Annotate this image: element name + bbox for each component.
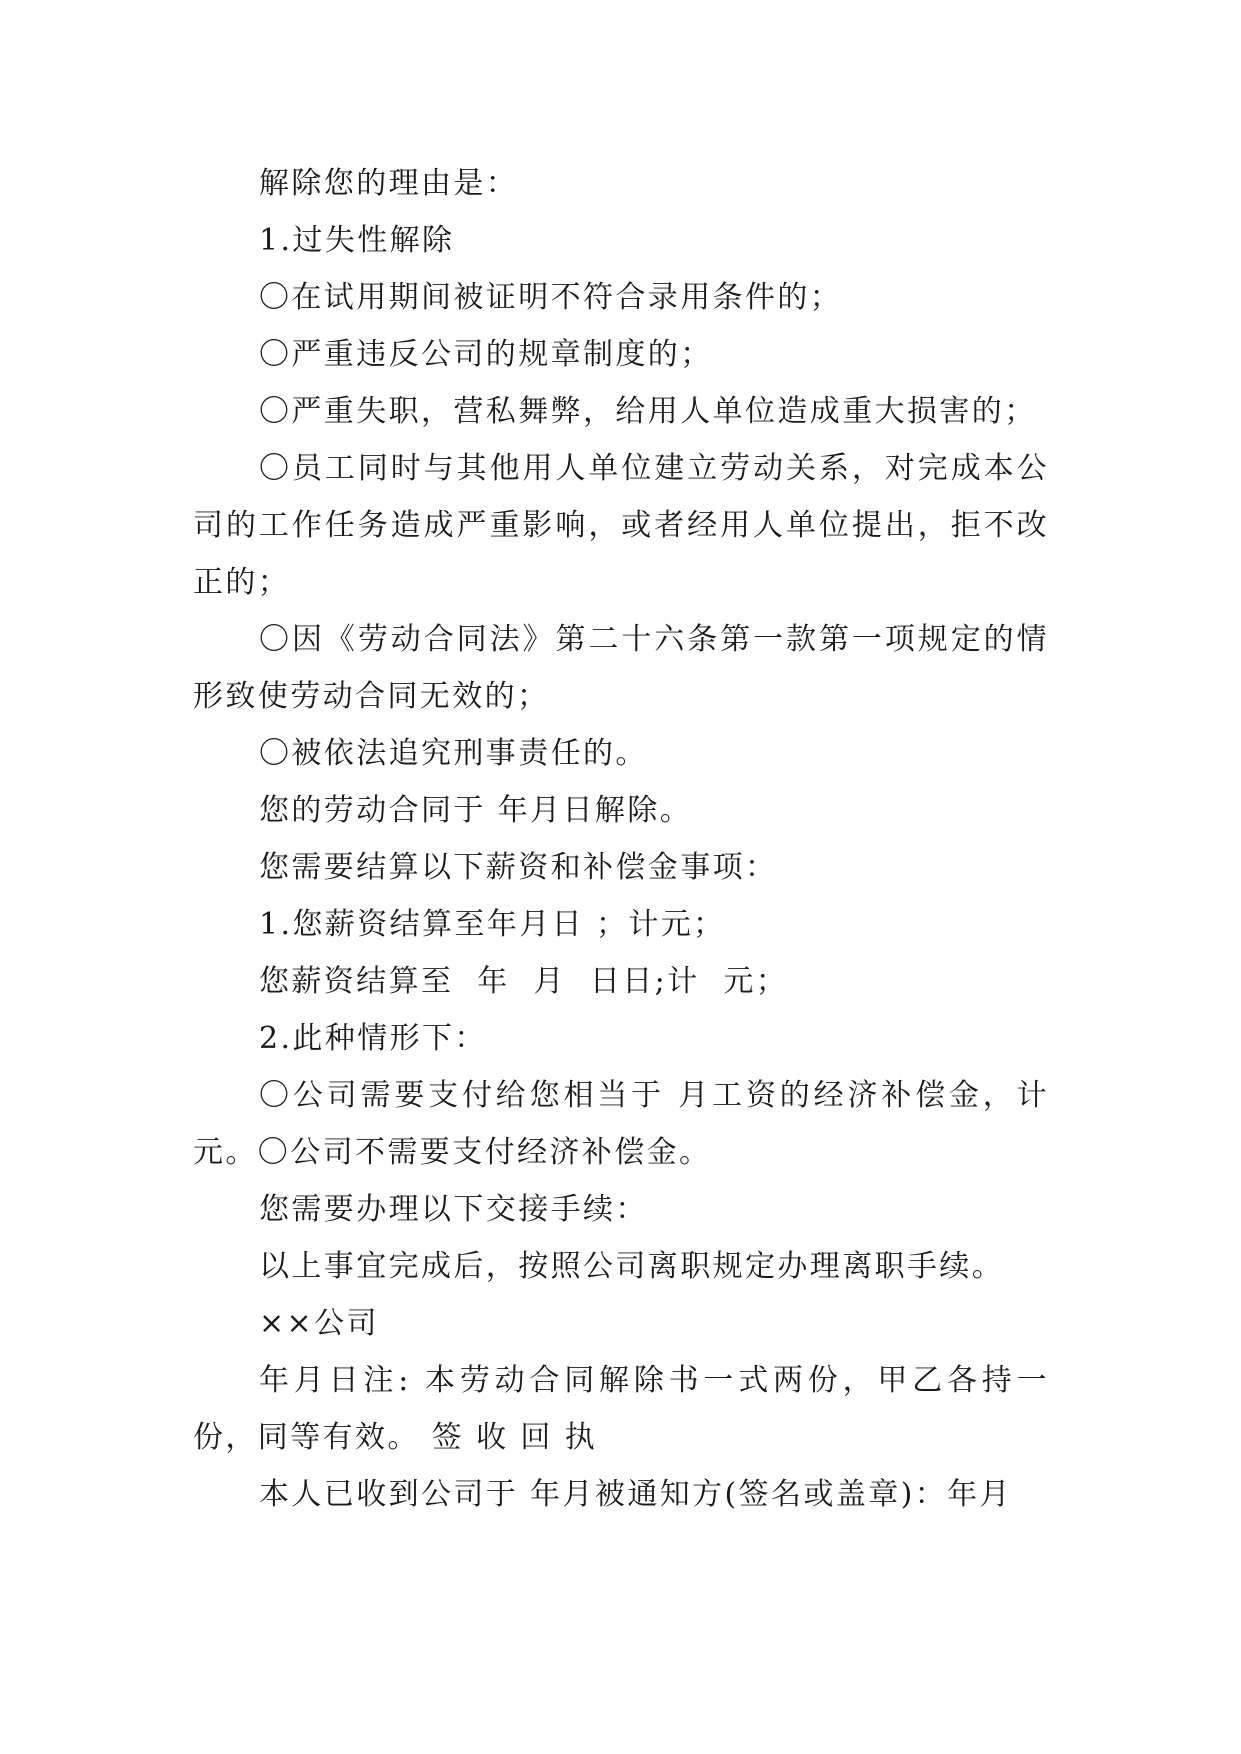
paragraph-option-negligence: 〇严重失职，营私舞弊，给用人单位造成重大损害的； <box>259 394 1037 429</box>
paragraph-handover-heading: 您需要办理以下交接手续： <box>259 1192 648 1227</box>
paragraph-salary-settlement-1: 1.您薪资结算至年月日 ；计元； <box>259 907 726 942</box>
paragraph-option-criminal-liability: 〇被依法追究刑事责任的。 <box>259 736 648 771</box>
paragraph-option-dual-employment: 〇员工同时与其他用人单位建立劳动关系，对完成本公司的工作任务造成严重影响，或者经用人单位提出，拒不改正的； <box>193 451 1049 600</box>
paragraph-company-name: ××公司 <box>259 1306 379 1341</box>
paragraph-receipt-acknowledgement: 本人已收到公司于 年月被通知方(签名或盖章)：年月 <box>259 1477 1012 1512</box>
paragraph-settlement-heading: 您需要结算以下薪资和补偿金事项： <box>259 850 778 885</box>
paragraph-resignation-procedure: 以上事宜完成后，按照公司离职规定办理离职手续。 <box>259 1249 1005 1284</box>
paragraph-option-invalid-contract: 〇因《劳动合同法》第二十六条第一款第一项规定的情形致使劳动合同无效的； <box>193 622 1049 714</box>
paragraph-compensation-options: 〇公司需要支付给您相当于 月工资的经济补偿金，计元。〇公司不需要支付经济补偿金。 <box>193 1078 1049 1170</box>
paragraph-note-and-receipt-title: 年月日注: 本劳动合同解除书一式两份，甲乙各持一份，同等有效。 签 收 回 执 <box>193 1363 1049 1455</box>
paragraph-salary-settlement-2: 您薪资结算至 年 月 日日;计 元； <box>259 964 789 999</box>
paragraph-reason-heading: 解除您的理由是： <box>259 166 519 201</box>
paragraph-section-2-title: 2.此种情形下： <box>259 1021 487 1056</box>
paragraph-termination-date: 您的劳动合同于 年月日解除。 <box>259 793 693 828</box>
paragraph-section-1-title: 1.过失性解除 <box>259 223 455 258</box>
paragraph-option-probation: 〇在试用期间被证明不符合录用条件的； <box>259 280 843 315</box>
paragraph-option-rule-violation: 〇严重违反公司的规章制度的； <box>259 337 713 372</box>
document-body <box>193 155 1049 1523</box>
